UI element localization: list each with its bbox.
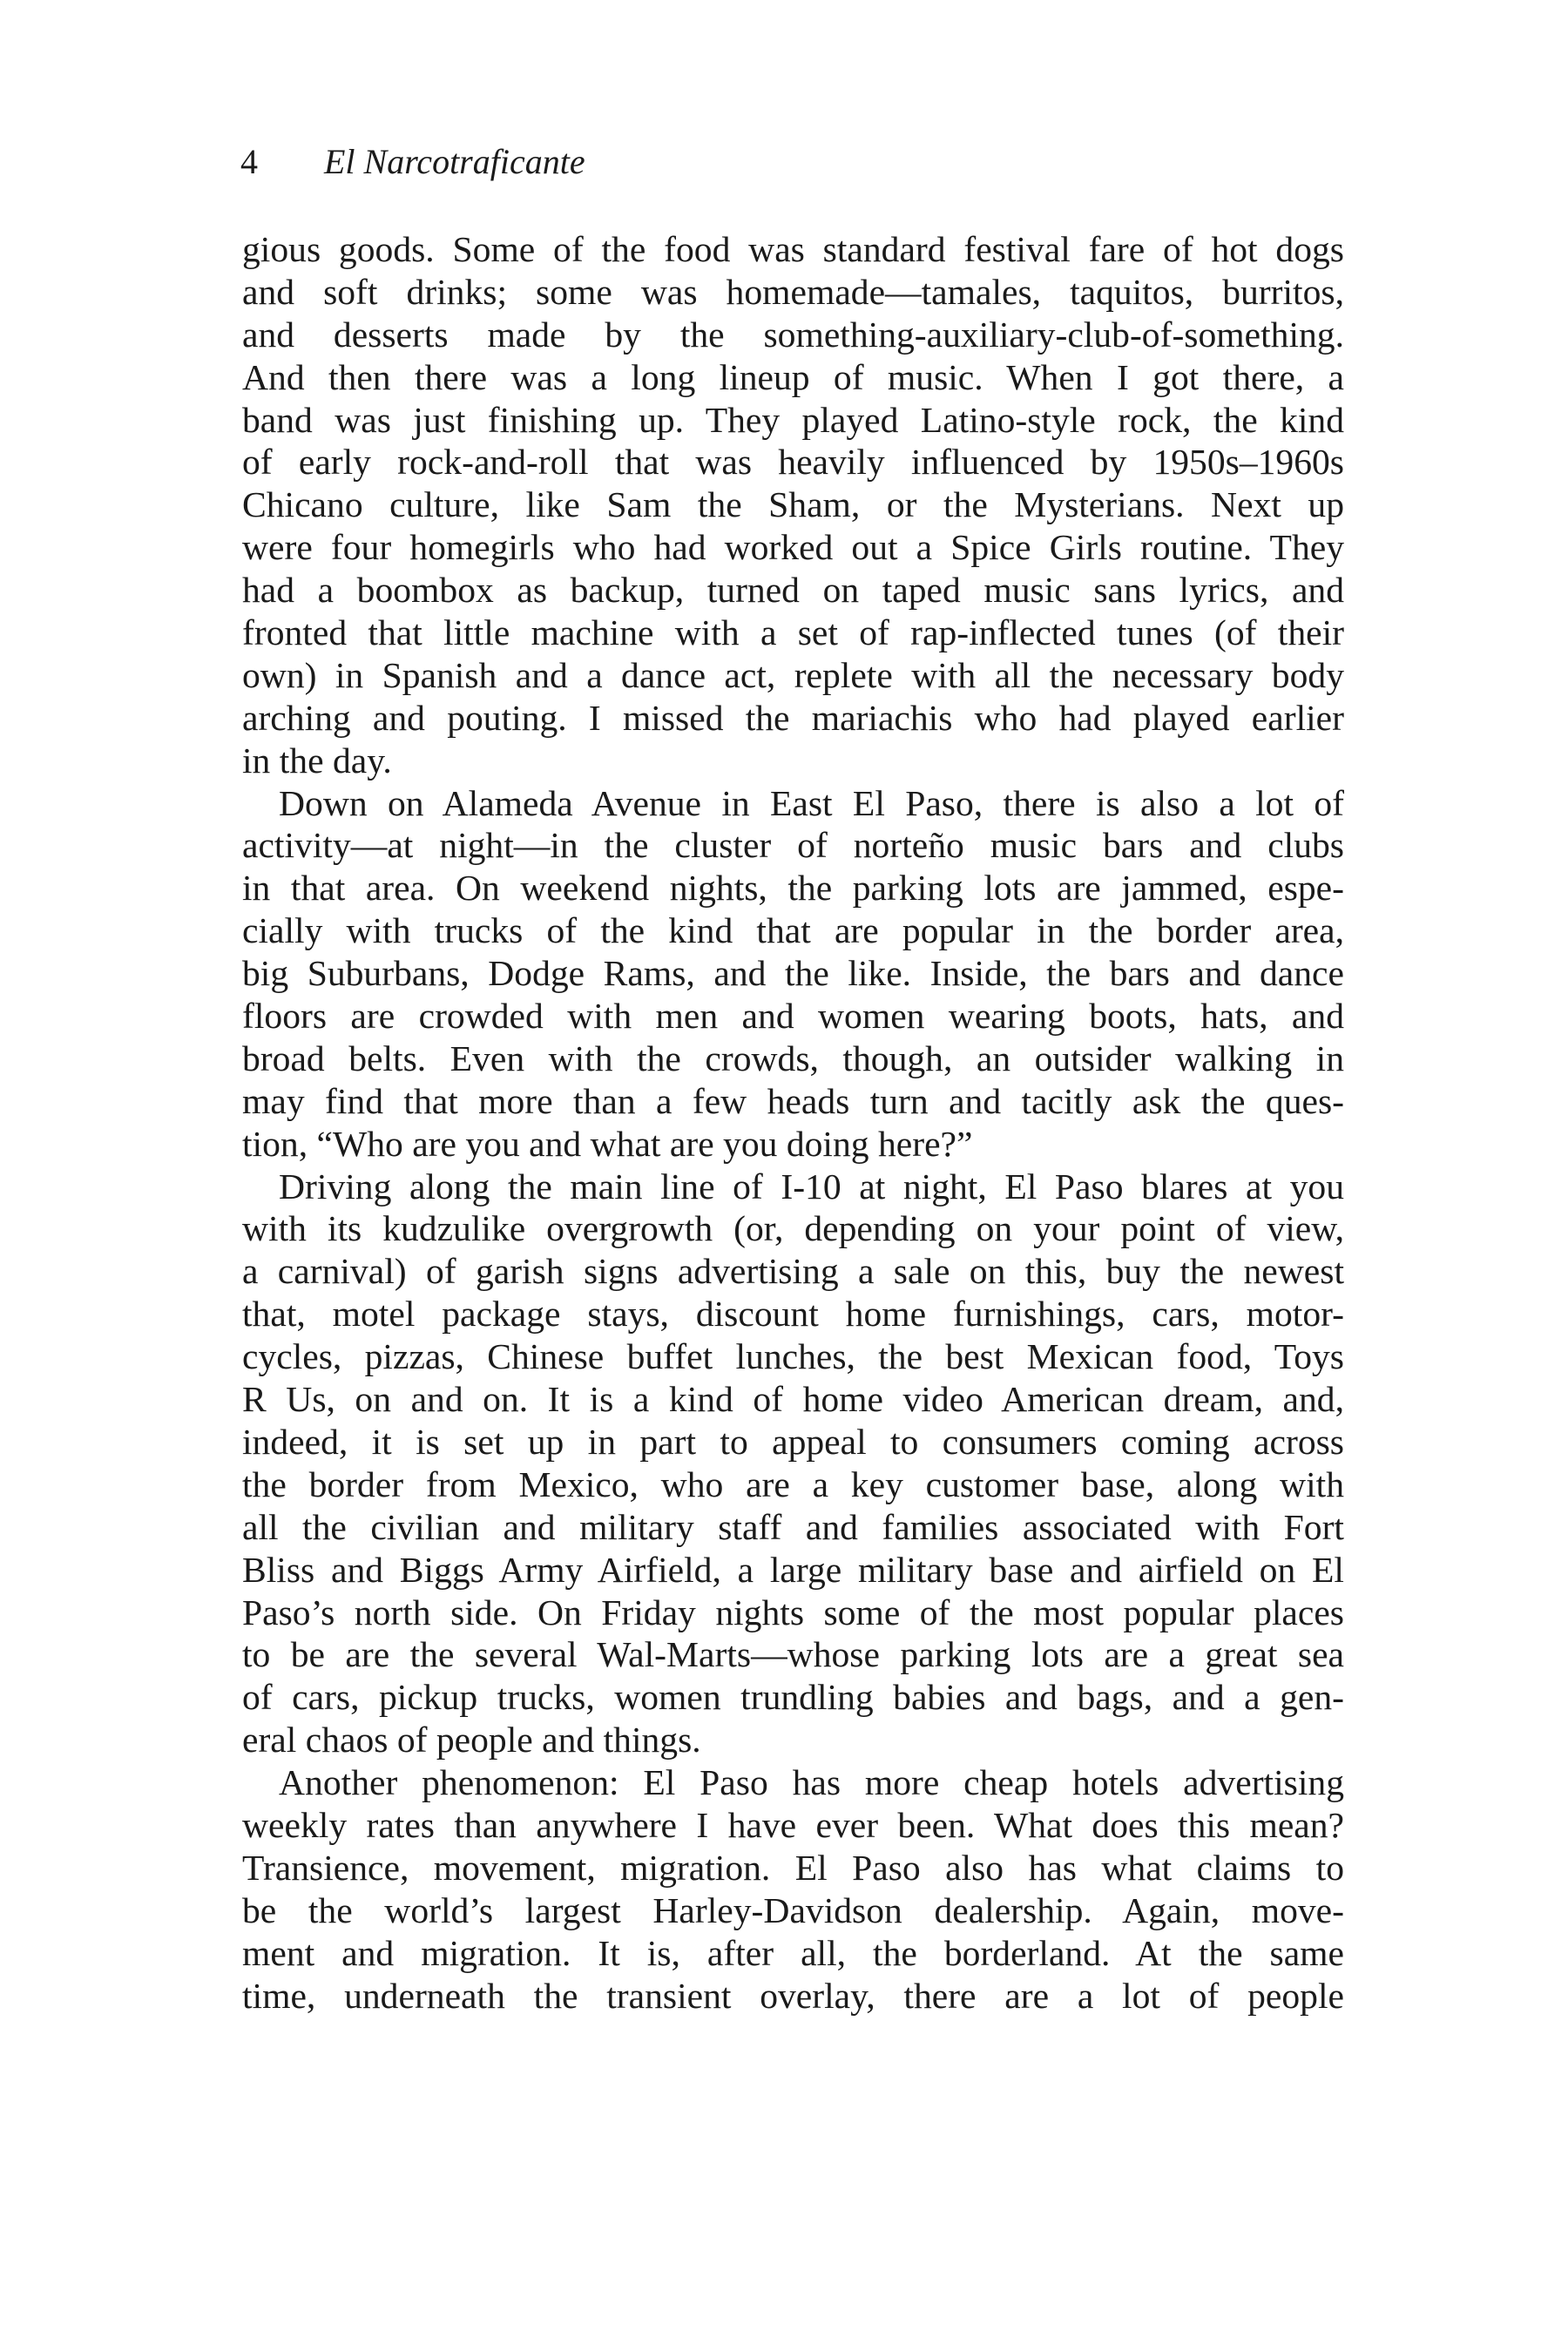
text-line: ment and migration. It is, after all, the borderland. At the same: [242, 1932, 1344, 1973]
text-line: arching and pouting. I missed the mariachis who had played earlier: [242, 697, 1344, 738]
text-line: Down on Alameda Avenue in East El Paso, there is also a lot of: [279, 782, 1344, 823]
text-line: floors are crowded with men and women wearing boots, hats, and: [242, 996, 1344, 1037]
text-line: had a boombox as backup, turned on taped music sans lyrics, and: [242, 570, 1344, 611]
text-line: may find that more than a few heads turn and tacitly ask the ques-: [242, 1080, 1344, 1121]
text-line: tion, “Who are you and what are you doing here?”: [242, 1123, 973, 1164]
text-line: of early rock-and-roll that was heavily influenced by 1950s–1960s: [242, 442, 1344, 483]
text-line: time, underneath the transient overlay, there are a lot of people: [242, 1975, 1344, 2016]
text-line: that, motel package stays, discount home furnishings, cars, motor-: [242, 1294, 1344, 1335]
text-line: cycles, pizzas, Chinese buffet lunches, the best Mexican food, Toys: [242, 1336, 1344, 1377]
text-line: cially with trucks of the kind that are popular in the border area,: [242, 910, 1344, 951]
text-line: of cars, pickup trucks, women trundling babies and bags, and a gen-: [242, 1677, 1344, 1718]
text-line: and soft drinks; some was homemade—tamales, taquitos, burritos,: [242, 271, 1344, 312]
paragraph-2: [242, 782, 1344, 1166]
text-line: all the civilian and military staff and families associated with Fort: [242, 1506, 1344, 1547]
text-line: Driving along the main line of I-10 at night, El Paso blares at you: [279, 1166, 1344, 1206]
text-line: band was just finishing up. They played Latino-style rock, the kind: [242, 399, 1344, 440]
text-line: be the world’s largest Harley-Davidson dealership. Again, move-: [242, 1889, 1344, 1930]
text-line: to be are the several Wal-Marts—whose parking lots are a great sea: [242, 1634, 1344, 1675]
text-line: Bliss and Biggs Army Airfield, a large military base and airfield on El: [242, 1549, 1344, 1590]
text-line: R Us, on and on. It is a kind of home video American dream, and,: [242, 1379, 1344, 1420]
text-line: with its kudzulike overgrowth (or, depending on your point of view,: [242, 1208, 1344, 1249]
text-line: Paso’s north side. On Friday nights some of the most popular places: [242, 1592, 1344, 1632]
body-text: [242, 228, 1344, 2017]
paragraph-1: [242, 228, 1344, 782]
text-line: the border from Mexico, who are a key customer base, along with: [242, 1463, 1344, 1504]
text-line: indeed, it is set up in part to appeal to consumers coming across: [242, 1421, 1344, 1462]
page-number: 4: [240, 142, 258, 181]
paragraph-4: [242, 1761, 1344, 2017]
text-line: and desserts made by the something-auxiliary-club-of-something.: [242, 314, 1344, 355]
running-head: [240, 139, 585, 185]
text-line: own) in Spanish and a dance act, replete with all the necessary body: [242, 654, 1344, 695]
text-line: weekly rates than anywhere I have ever been. What does this mean?: [242, 1804, 1344, 1845]
text-line: big Suburbans, Dodge Rams, and the like. Inside, the bars and dance: [242, 953, 1344, 994]
text-line: fronted that little machine with a set of rap-inflected tunes (of their: [242, 612, 1344, 653]
paragraph-3: [242, 1166, 1344, 1761]
text-line: were four homegirls who had worked out a Spice Girls routine. They: [242, 527, 1344, 568]
text-line: eral chaos of people and things.: [242, 1720, 701, 1761]
text-line: activity—at night—in the cluster of norteño music bars and clubs: [242, 825, 1344, 866]
text-line: broad belts. Even with the crowds, though, an outsider walking in: [242, 1037, 1344, 1078]
text-line: in the day.: [242, 740, 392, 781]
text-line: gious goods. Some of the food was standard festival fare of hot dogs: [242, 229, 1344, 269]
text-line: Transience, movement, migration. El Paso also has what claims to: [242, 1847, 1344, 1888]
text-line: Chicano culture, like Sam the Sham, or the Mysterians. Next up: [242, 484, 1344, 525]
text-line: Another phenomenon: El Paso has more cheap hotels advertising: [279, 1762, 1344, 1803]
text-line: in that area. On weekend nights, the parking lots are jammed, espe-: [242, 868, 1344, 909]
text-line: a carnival) of garish signs advertising a sale on this, buy the newest: [242, 1251, 1344, 1292]
text-line: And then there was a long lineup of music. When I got there, a: [242, 356, 1344, 397]
book-title: El Narcotraficante: [324, 142, 585, 181]
